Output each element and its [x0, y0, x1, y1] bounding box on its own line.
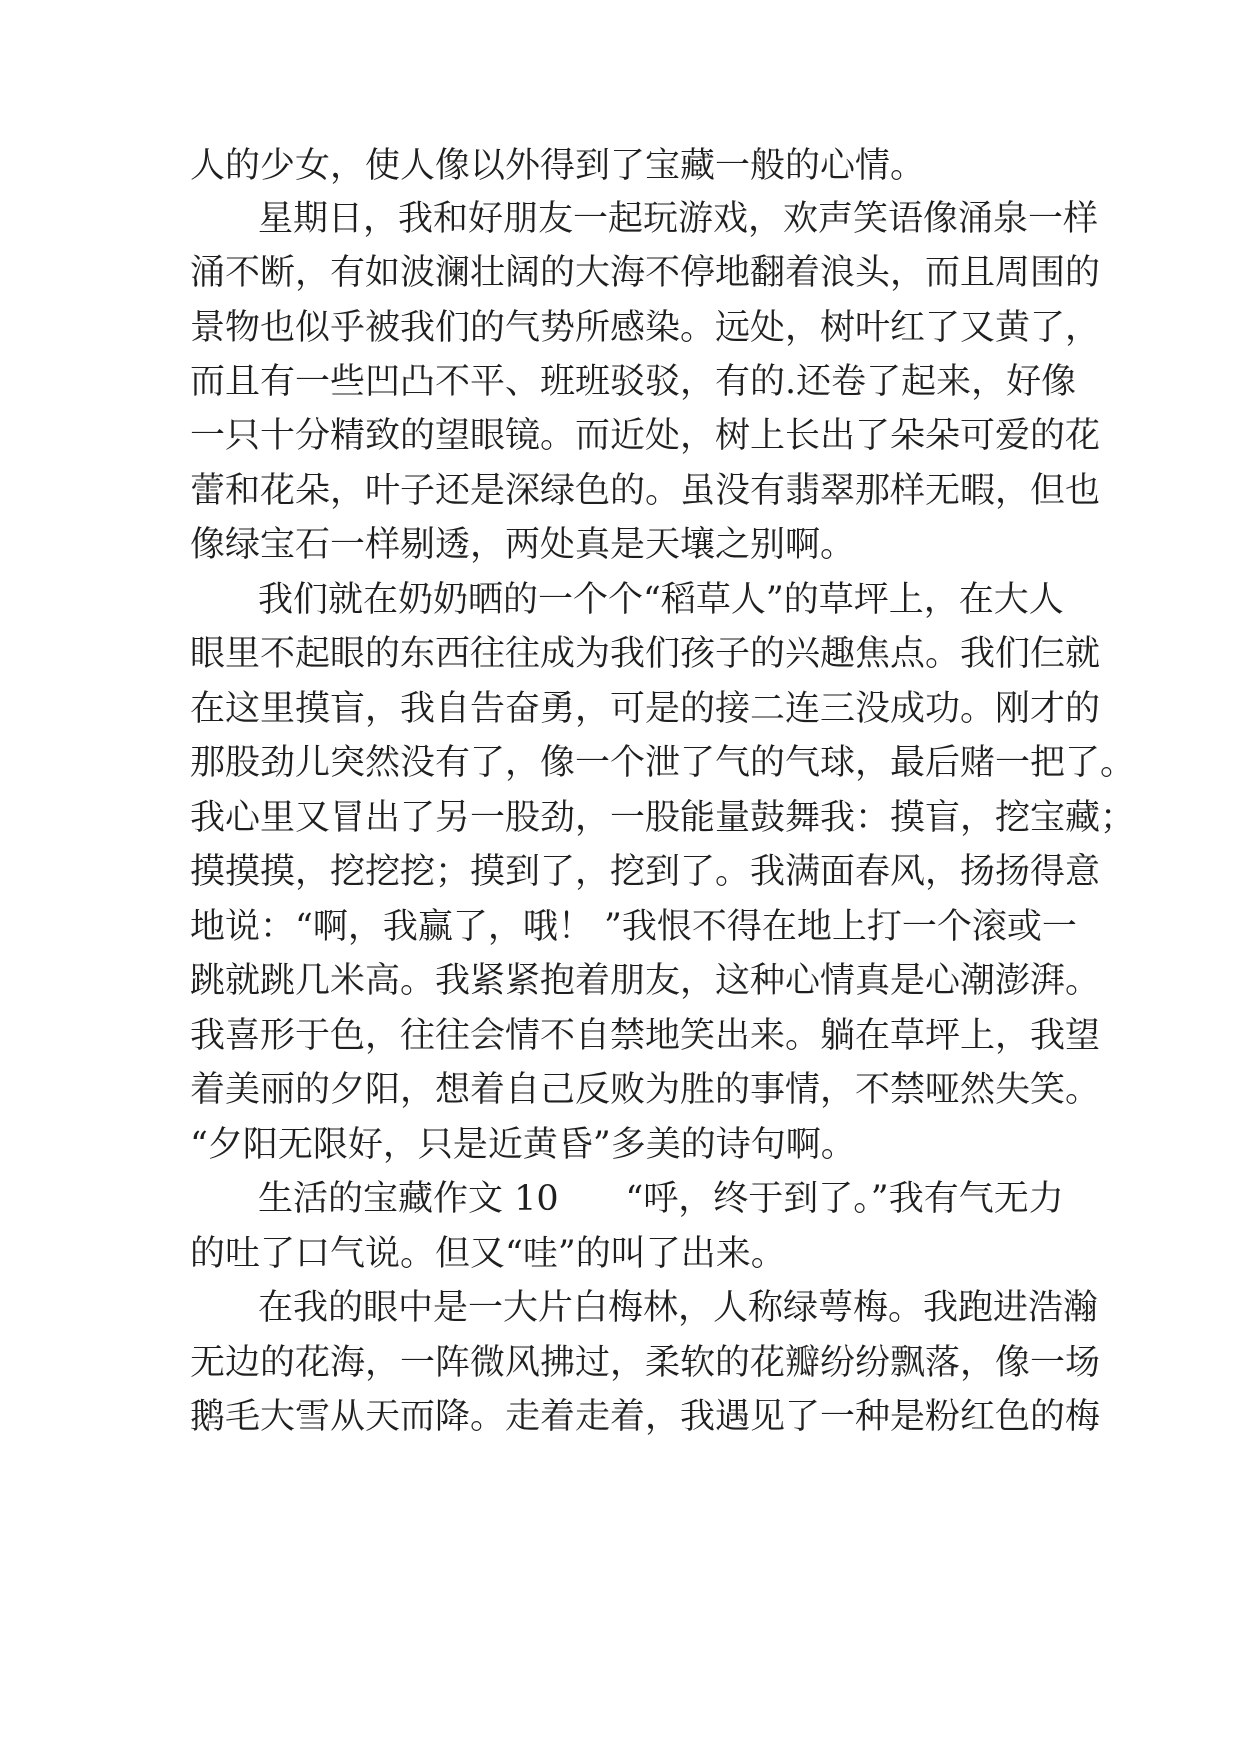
text-line: 摸摸摸，挖挖挖；摸到了，挖到了。我满面春风，扬扬得意: [190, 852, 1101, 892]
text-line: 我心里又冒出了另一股劲，一股能量鼓舞我：摸盲，挖宝藏；: [190, 798, 1136, 838]
text-line: 在我的眼中是一大片白梅林，人称绿萼梅。我跑进浩瀚: [258, 1288, 1099, 1328]
text-line: 跳就跳几米高。我紧紧抱着朋友，这种心情真是心潮澎湃。: [190, 961, 1101, 1001]
text-line: 蕾和花朵，叶子还是深绿色的。虽没有翡翠那样无暇，但也: [190, 471, 1101, 511]
text-line: 生活的宝藏作文 10 “呼，终于到了。”我有气无力: [258, 1179, 1064, 1219]
text-line: 着美丽的夕阳，想着自己反败为胜的事情，不禁哑然失笑。: [190, 1070, 1101, 1110]
text-line: 地说：“啊，我赢了，哦！ ”我恨不得在地上打一个滚或一: [190, 907, 1077, 947]
text-line: 鹅毛大雪从天而降。走着走着，我遇见了一种是粉红色的梅: [190, 1397, 1101, 1437]
text-line: 眼里不起眼的东西往往成为我们孩子的兴趣焦点。我们仨就: [190, 634, 1101, 674]
text-line: 的吐了口气说。但又“哇”的叫了出来。: [190, 1234, 786, 1274]
text-line: 我喜形于色，往往会情不自禁地笑出来。躺在草坪上，我望: [190, 1016, 1101, 1056]
text-line: 而且有一些凹凸不平、班班驳驳，有的.还卷了起来，好像: [190, 362, 1077, 402]
text-line: 星期日，我和好朋友一起玩游戏，欢声笑语像涌泉一样: [258, 199, 1099, 239]
text-line: 一只十分精致的望眼镜。而近处，树上长出了朵朵可爱的花: [190, 416, 1101, 456]
text-line: 涌不断，有如波澜壮阔的大海不停地翻着浪头，而且周围的: [190, 253, 1101, 293]
text-line: 那股劲儿突然没有了，像一个泄了气的气球，最后赌一把了。: [190, 743, 1136, 783]
text-line: “夕阳无限好，只是近黄昏”多美的诗句啊。: [190, 1125, 856, 1165]
text-line: 无边的花海，一阵微风拂过，柔软的花瓣纷纷飘落，像一场: [190, 1343, 1101, 1383]
text-line: 人的少女，使人像以外得到了宝藏一般的心情。: [190, 146, 926, 186]
text-line: 我们就在奶奶晒的一个个“稻草人”的草坪上，在大人: [258, 580, 1064, 620]
text-line: 像绿宝石一样剔透，两处真是天壤之别啊。: [190, 525, 856, 565]
text-line: 景物也似乎被我们的气势所感染。远处，树叶红了又黄了，: [190, 308, 1101, 348]
text-line: 在这里摸盲，我自告奋勇，可是的接二连三没成功。刚才的: [190, 689, 1101, 729]
